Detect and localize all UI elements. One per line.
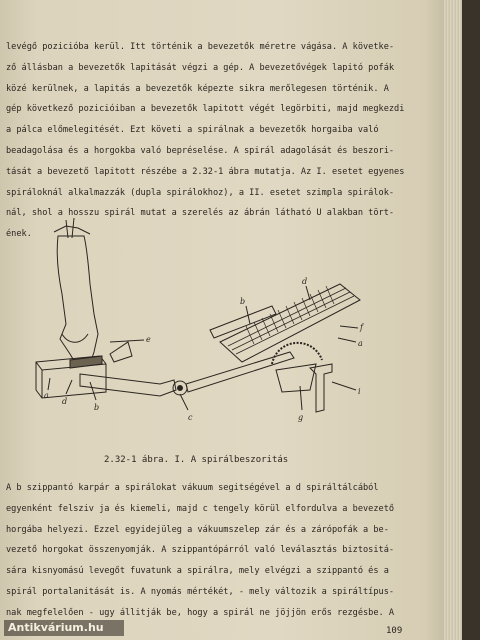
label-a-right: a xyxy=(358,339,363,348)
text-line: nak megfelelően - ugy állitják be, hogy a spirál ne jöjjön erős rezgésbe. A xyxy=(6,607,395,618)
figure-caption: 2.32-1 ábra. I. A spirálbeszoritás xyxy=(104,455,289,465)
label-e: e xyxy=(146,335,151,344)
label-d-left: d xyxy=(62,397,68,406)
text-line: sára kisnyomású levegőt fuvatunk a spirálra, mely elvégzi a szippantó és a xyxy=(6,566,389,577)
label-b-right: b xyxy=(240,297,246,306)
text-line: közé kerülnek, a lapitás a bevezetők képezte sikra merőlegesen történik. A xyxy=(6,83,389,94)
watermark-logo: Antikvárium.hu xyxy=(4,620,124,636)
text-line: spirál portalanitását is. A nyomás mértékét, - mely változik a spiráltípus- xyxy=(6,586,395,597)
text-line: tását a bevezető lapitott részébe a 2.32-1 ábra mutatja. Az I. esetet egyenes xyxy=(6,166,405,177)
text-line: egyenként felsziv ja és kiemeli, majd c tengely körül elfordulva a bevezető xyxy=(6,503,395,514)
label-i: i xyxy=(358,387,361,396)
text-line: levégő pozicióba kerül. Itt történik a bevezetők méretre vágása. A követke- xyxy=(6,42,395,52)
label-b-left: b xyxy=(94,403,100,412)
text-line: beadagolása és a horgokba való bepréselése. A spirál adagolását és beszori- xyxy=(6,145,395,156)
text-line: ének. xyxy=(6,229,32,240)
text-line: spiráloknál alkalmazzák (dupla spirálokhoz), a II. esetet szimpla spirálok- xyxy=(6,187,395,198)
text-line: vezető horgokat összenyomják. A szippantópárról való leválasztás biztositá- xyxy=(6,545,395,556)
page-edges xyxy=(444,0,462,640)
label-d-right: d xyxy=(302,277,308,286)
glass-tube-drawing xyxy=(57,236,98,364)
text-line: ző állásban a bevezetők lapitását végzi a gép. A bevezetővégek lapitó pofák xyxy=(6,62,395,73)
page-number: 109 xyxy=(386,626,403,636)
text-line: A b szippantó karpár a spirálokat vákuum segitségével a d spiráltálcából xyxy=(6,483,379,493)
text-line: a pálca előmelegitését. Ezt követi a spirálnak a bevezetők horgaiba való xyxy=(6,125,379,136)
label-a-left: a xyxy=(44,391,49,400)
paragraph-2 xyxy=(6,478,410,624)
label-c: c xyxy=(188,413,193,422)
text-line: gép következő pozicióiban a bevezetők lapitott végét legörbiti, majd megkezdi xyxy=(6,104,405,115)
figure-spiral-clamping xyxy=(10,214,410,444)
label-g: g xyxy=(298,413,304,422)
text-line: nál, shol a hosszu spirál mutat a szerelés az ábrán látható U alakban tört- xyxy=(6,208,395,219)
text-line: horgába helyezi. Ezzel egyidejüleg a vákuumszelep zár és a zárópofák a be- xyxy=(6,524,389,535)
label-f: f xyxy=(360,323,363,332)
